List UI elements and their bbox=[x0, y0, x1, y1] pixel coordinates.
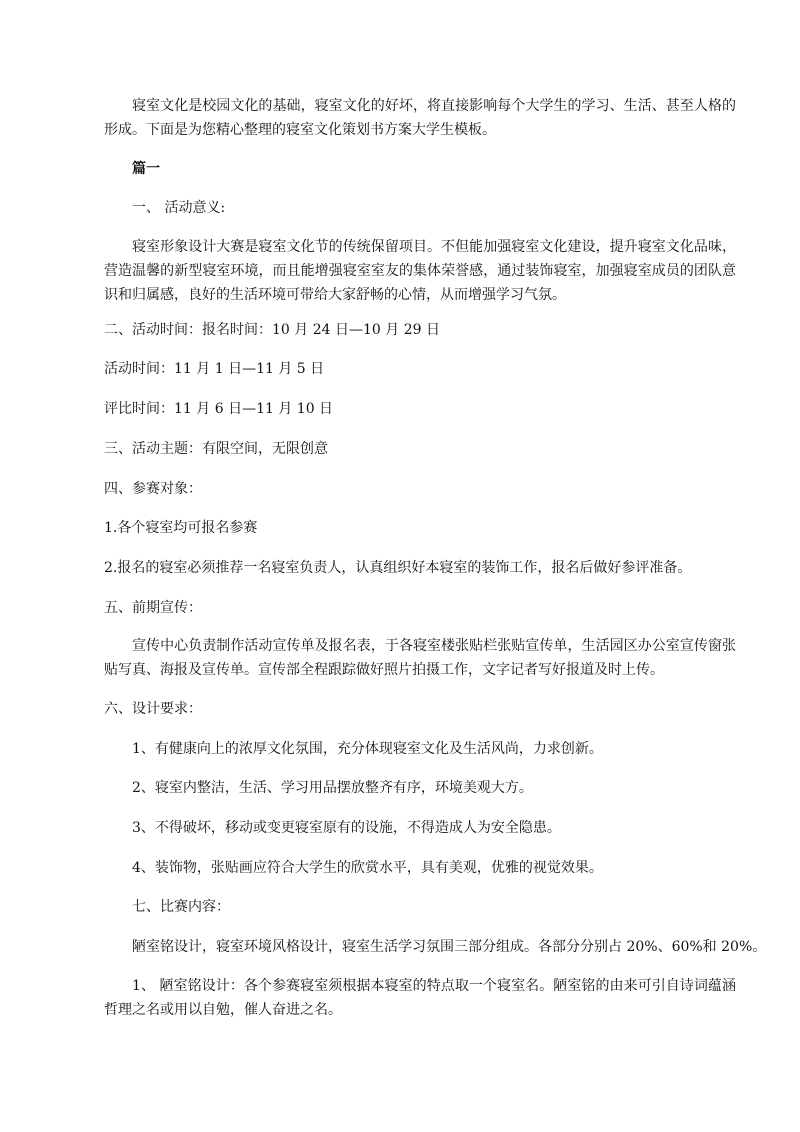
contest-content-paragraph: 陋室铭设计，寝室环境风格设计，寝室生活学习氛围三部分组成。各部分分别占 20%、60%和 20%。 bbox=[132, 939, 767, 955]
activity-time-line: 活动时间：11 月 1 日—11 月 5 日 bbox=[104, 361, 325, 377]
requirement-item-4: 4、装饰物，张贴画应符合大学生的欣赏水平，具有美观，优雅的视觉效果。 bbox=[132, 860, 603, 876]
content-item-1: 1、 陋室铭设计：各个参赛寝室须根据本寝室的特点取一个寝室名。陋室铭的由来可引自诗词蕴涵哲理之名或用以自勉，催人奋进之名。 bbox=[104, 978, 736, 1018]
heading-activity-time: 二、活动时间：报名时间：10 月 24 日—10 月 29 日 bbox=[104, 322, 440, 338]
heading-design-requirements: 六、设计要求： bbox=[104, 701, 202, 717]
heading-publicity: 五、前期宣传： bbox=[104, 600, 202, 616]
judging-time-line: 评比时间：11 月 6 日—11 月 10 日 bbox=[104, 401, 334, 417]
heading-theme: 三、活动主题：有限空间，无限创意 bbox=[104, 441, 328, 457]
heading-activity-meaning: 一、 活动意义: bbox=[132, 200, 226, 216]
requirement-item-1: 1、有健康向上的浓厚文化氛围，充分体现寝室文化及生活风尚，力求创新。 bbox=[132, 741, 603, 757]
intro-paragraph: 寝室文化是校园文化的基础，寝室文化的好坏，将直接影响每个大学生的学习、生活、甚至人格的形成。下面是为您精心整理的寝室文化策划书方案大学生模板。 bbox=[104, 98, 736, 138]
heading-participants: 四、参赛对象： bbox=[104, 481, 202, 497]
section-title: 篇一 bbox=[132, 161, 160, 177]
requirement-item-3: 3、不得破坏，移动或变更寝室原有的设施，不得造成人为安全隐患。 bbox=[132, 820, 561, 836]
activity-meaning-paragraph: 寝室形象设计大赛是寝室文化节的传统保留项目。不但能加强寝室文化建设，提升寝室文化品味，营造温馨的新型寝室环境，而且能增强寝室室友的集体荣誉感，通过装饰寝室，加强寝室成员的团队意识和归属感，良好的生活环境可带给大家舒畅的心情，从而增强学习气氛。 bbox=[104, 239, 736, 303]
participants-item-1: 1.各个寝室均可报名参赛 bbox=[104, 520, 258, 536]
heading-contest-content: 七、比赛内容： bbox=[132, 899, 230, 915]
requirement-item-2: 2、寝室内整洁，生活、学习用品摆放整齐有序，环境美观大方。 bbox=[132, 780, 533, 796]
publicity-paragraph: 宣传中心负责制作活动宣传单及报名表，于各寝室楼张贴栏张贴宣传单，生活园区办公室宣传窗张贴写真、海报及宣传单。宣传部全程跟踪做好照片拍摄工作，文字记者写好报道及时上传。 bbox=[104, 638, 736, 678]
participants-item-2: 2.报名的寝室必须推荐一名寝室负责人，认真组织好本寝室的装饰工作，报名后做好参评准备。 bbox=[104, 560, 692, 576]
